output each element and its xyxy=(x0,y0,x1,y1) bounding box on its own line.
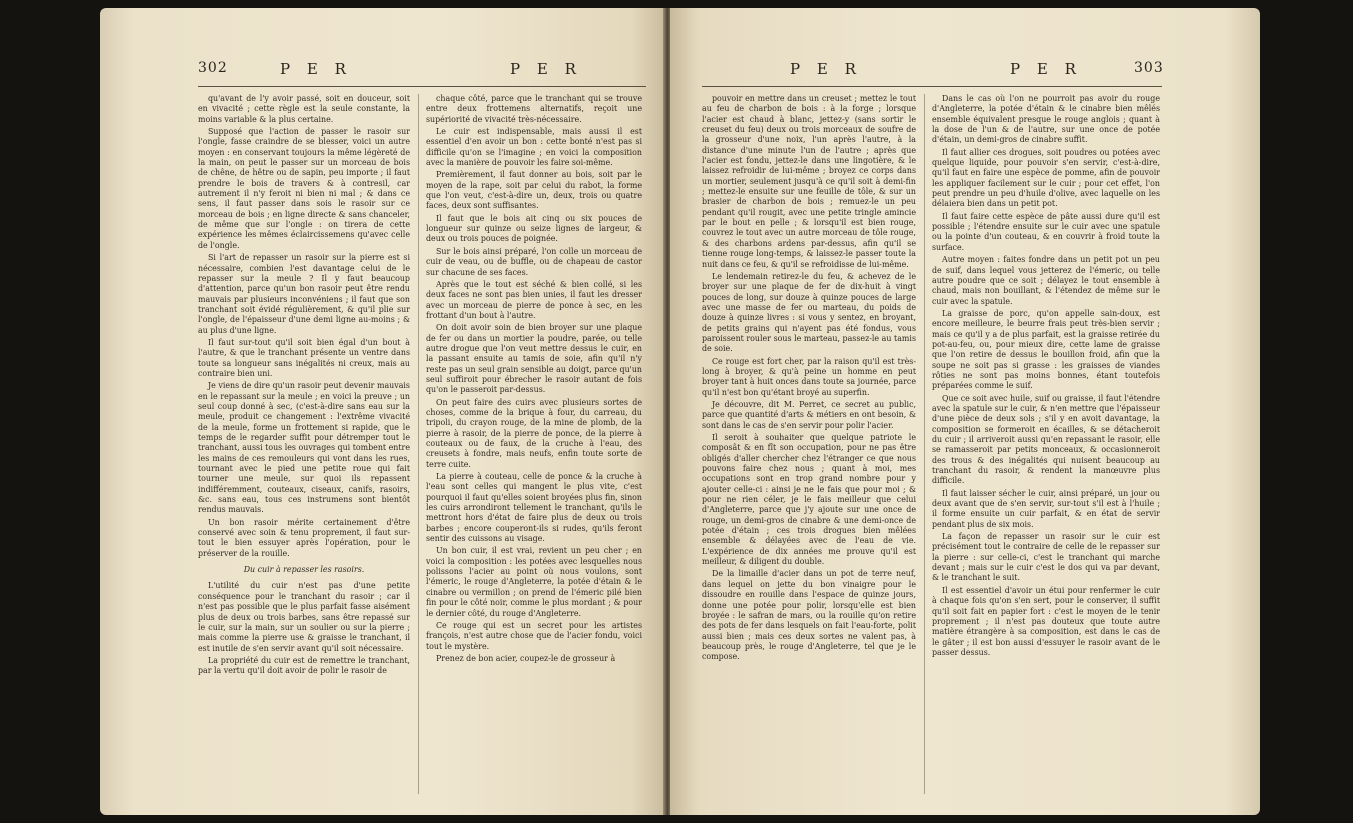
paragraph: Il faut que le bois ait cinq ou six pouces de longueur sur quinze ou seize lignes de largeur, & deux ou trois pouces de poignée. xyxy=(426,213,642,244)
column-4 xyxy=(932,94,1160,794)
paragraph: Après que le tout est séché & bien collé, si les deux faces ne sont pas bien unies, il faut les dresser avec un morceau de pierre de ponce à sec, en les frottant d'un bout à l'autre. xyxy=(426,279,642,320)
paragraph: Il faut sur-tout qu'il soit bien égal d'un bout à l'autre, & que le tranchant présente un ventre dans toute sa longueur sans inégalités ni creux, mais au contraire bien uni. xyxy=(198,337,410,378)
paragraph: Il faut faire cette espèce de pâte aussi dure qu'il est possible ; l'étendre ensuite sur le cuir avec une spatule ou la pointe d'un couteau, & en couvrir à froid toute la surface. xyxy=(932,211,1160,252)
column-divider-left xyxy=(418,94,419,794)
paragraph: Ce rouge est fort cher, par la raison qu'il est très-long à broyer, & qu'à peine un homme en peut broyer tant à huit onces dans toute sa journée, parce qu'il n'est bon qu'étant broyé au superfin. xyxy=(702,356,916,397)
paragraph: De la limaille d'acier dans un pot de terre neuf, dans lequel on jette du bon vinaigre pour le dissoudre en rouille dans l'espace de quinze jours, donne une potée pour polir, lorsqu'elle est bien broyée : le safran de mars, ou la rouille qu'on retire des pots de fer dans lesquels on fait l'eau-forte, polit aussi bien ; mais ces deux sortes ne valent pas, à beaucoup près, le rouge d'Angleterre, tel que je le compose. xyxy=(702,569,916,662)
paragraph: Premièrement, il faut donner au bois, soit par le moyen de la rape, soit par celui du rabot, la forme que l'on veut, c'est-à-dire un, deux, trois ou quatre faces, deux sont suffisantes. xyxy=(426,170,642,211)
paragraph: Autre moyen : faites fondre dans un petit pot un peu de suif, dans lequel vous jetterez de l'émeric, ou telle autre poudre que ce soit ; délayez le tout ensemble à chaud, mais non bouillant, & l'étendez de même sur le cuir avec la spatule. xyxy=(932,255,1160,306)
paragraph: Le lendemain retirez-le du feu, & achevez de le broyer sur une plaque de fer de dix-huit à vingt pouces de long, sur douze à quinze pouces de large avec une masse de fer ou marteau, du poids de douze à quinze livres : si vous y sentez, en broyant, de petits grains qui n'ayent pas été fondus, vous paroissent rouler sous le marteau, passez-le au tamis de soie. xyxy=(702,271,916,354)
paragraph: Il est essentiel d'avoir un étui pour renfermer le cuir à chaque fois qu'on s'en sert, pour le conserver, il suffit qu'il soit fait en papier fort : c'est le moyen de le tenir proprement ; il n'est pas douteux que toute autre matière étrangère à sa composition, est dans le cas de le gâter ; il est bon aussi d'essuyer le rasoir avant de le passer dessus. xyxy=(932,585,1160,657)
paragraph: Supposé que l'action de passer le rasoir sur l'ongle, fasse craindre de se blesser, voici un autre moyen : en conservant toujours la même légèreté de la main, on peut le passer sur un morceau de bois de chêne, de hêtre ou de sapin, peu importe ; il faut prendre le bois de travers & à contresil, car autrement il n'y feroit ni bien ni mal ; & dans ce sens, il faut passer dans sois le rasoir sur ce morceau de bois ; en ligne directe & sans chanceler, de même que sur l'ongle : on tirera de cette expérience les mêmes éclaircissemens qu'avec celle de l'ongle. xyxy=(198,127,410,250)
paragraph: L'utilité du cuir n'est pas d'une petite conséquence pour le tranchant du rasoir ; car il n'est pas possible que le plus parfait fasse aisément plus de deux ou trois barbes, sans être repassé sur le cuir, sur la main, sur un soulier ou sur la pierre ; mais comme la pierre use & graisse le tranchant, il est inutile de s'en servir avant qu'il soit nécessaire. xyxy=(198,581,410,653)
page-number-right: 303 xyxy=(1134,60,1164,76)
paragraph: chaque côté, parce que le tranchant qui se trouve entre deux frottemens alternatifs, reçoit une supériorité de vivacité très-nécessaire. xyxy=(426,94,642,124)
running-head-right-2: P E R xyxy=(1010,60,1082,78)
paragraph: La pierre à couteau, celle de ponce & la cruche à l'eau sont celles qui mangent le plus vite, c'est pourquoi il faut qu'elles soient broyées plus fin, sinon les cuirs arrondiront tellement le tranchant, qu'ils le mettront hors d'état de faire plus de deux ou trois barbes ; encore couperont-ils si rudes, qu'ils feront sentir des cuissons au visage. xyxy=(426,472,642,544)
header-rule-right xyxy=(702,86,1162,87)
paragraph: La façon de repasser un rasoir sur le cuir est précisément tout le contraire de celle de le repasser sur la pierre : sur celle-ci, c'est le tranchant qui marche devant ; mais sur le cuir c'est le dos qui va par devant, & le tranchant le suit. xyxy=(932,532,1160,583)
running-head-left-1: P E R xyxy=(280,60,352,78)
section-title: Du cuir à repasser les rasoirs. xyxy=(243,565,365,575)
paragraph: Que ce soit avec huile, suif ou graisse, il faut l'étendre avec la spatule sur le cuir, & n'en mettre que l'épaisseur d'une pièce de deux sols ; s'il y en avoit davantage, la composition se formeroit en écailles, & se détacheroit du cuir ; il arriveroit aussi qu'en repassant le rasoir, elle se ramasseroit par petits monceaux, & occasionneroit des trous & des inégalités qui nuisent beaucoup au tranchant du rasoir, & rendent la manœuvre plus difficile. xyxy=(932,393,1160,486)
column-3 xyxy=(702,94,916,794)
column-2 xyxy=(426,94,642,794)
paragraph: Un bon cuir, il est vrai, revient un peu cher ; en voici la composition : les potées avec lesquelles nous polissons l'acier au point où nous voulons, sont l'émeric, le rouge d'Angleterre, la potée d'étain & le cinabre ou vermillon ; on prend de l'émeric pilé bien fin pour le côté noir, comme le plus mordant ; & pour le dernier côté, du rouge d'Angleterre. xyxy=(426,546,642,618)
left-page-header xyxy=(100,60,665,88)
paragraph: Je découvre, dit M. Perret, ce secret au public, parce que quantité d'arts & métiers en ont besoin, & sont dans le cas de s'en servir pour polir l'acier. xyxy=(702,399,916,430)
paragraph: On doit avoir soin de bien broyer sur une plaque de fer ou dans un mortier la poudre, parée, ou telle autre drogue que l'on veut mettre dessus le cuir, en la passant ensuite au tamis de soie, afin qu'il n'y reste pas un seul grain sensible au doigt, parce qu'un seul suffiroit pour ébrecher le rasoir autant de fois qu'on le passeroit par-dessus. xyxy=(426,323,642,395)
right-page xyxy=(670,8,1260,815)
running-head-right-1: P E R xyxy=(790,60,862,78)
left-page xyxy=(100,8,665,815)
paragraph: Le cuir est indispensable, mais aussi il est essentiel d'en avoir un bon : cette bonté n'est pas si difficile qu'on se l'imagine ; en voici la composition avec la manière de pouvoir les faire soi-même. xyxy=(426,127,642,168)
paragraph: Dans le cas où l'on ne pourroit pas avoir du rouge d'Angleterre, la potée d'étain & le cinabre bien mêlés ensemble équivalent presque le rouge anglois ; quant à la dose de l'un & de l'autre, sur une once de potée d'étain, un demi-gros de cinabre suffit. xyxy=(932,94,1160,145)
paragraph: La propriété du cuir est de remettre le tranchant, par la vertu qu'il doit avoir de polir le rasoir de xyxy=(198,655,410,676)
paragraph: Si l'art de repasser un rasoir sur la pierre est si nécessaire, combien l'est davantage celui de le repasser sur la meule ? Il y faut beaucoup d'attention, parce qu'un bon rasoir peut être rendu mauvais par plusieurs inconvéniens ; il faut que son tranchant soit évidé régulièrement, & qu'il plie sur l'ongle, de l'épaisseur d'une demi ligne au-moins ; & au plus d'une ligne. xyxy=(198,253,410,335)
paragraph: pouvoir en mettre dans un creuset ; mettez le tout au feu de charbon de bois : à la forge ; lorsque l'acier est chaud à blanc, jettez-y (sans sortir le creuset du feu) deux ou trois morceaux de soufre de la grosseur d'une noix, l'un après l'autre, à la distance d'une minute l'un de l'autre ; après que l'acier est fondu, jettez-le dans une lingotière, & le laissez refroidir de lui-même ; broyez ce corps dans un mortier, seulement jusqu'à ce qu'il soit à demi-fin ; mettez-le ensuite sur une feuille de tôle, & sur un brasier de charbon de bois ; remuez-le un peu pendant qu'il rougit, avec une petite tringle amincie par le bout en pelle ; & lorsqu'il est bien rouge, couvrez le tout avec un autre morceau de tôle rouge, & des charbons ardens par-dessus, afin qu'il se tienne rouge long-temps, & laissez-le passer toute la nuit dans ce feu, & qu'il se refroidisse de lui-même. xyxy=(702,94,916,269)
header-rule-left xyxy=(198,86,646,87)
paragraph: Il faut allier ces drogues, soit poudres ou potées avec quelque liquide, pour pouvoir s'en servir, c'est-à-dire, qu'il faut en faire une espèce de pomme, afin de pouvoir les appliquer facilement sur le cuir ; pour cet effet, l'on peut prendre un peu d'huile d'olive, avec laquelle on les délaiera bien dans un petit pot. xyxy=(932,147,1160,209)
open-book xyxy=(100,8,1260,815)
paragraph: Sur le bois ainsi préparé, l'on colle un morceau de cuir de veau, ou de buffle, ou de chapeau de castor sur chacune de ses faces. xyxy=(426,246,642,277)
paragraph: On peut faire des cuirs avec plusieurs sortes de choses, comme de la brique à four, du carreau, du tripoli, du crayon rouge, de la mine de plomb, de la pierre à rasoir, de la pierre de ponce, de la pierre à couteaux ou de faux, de la cruche à l'eau, des creusets à fondre, mais neufs, enfin toute sorte de terre cuite. xyxy=(426,397,642,469)
running-head-left-2: P E R xyxy=(510,60,582,78)
page-number-left: 302 xyxy=(198,60,228,76)
column-1 xyxy=(198,94,410,794)
paragraph: Prenez de bon acier, coupez-le de grosseur à xyxy=(436,653,616,663)
paragraph: Il seroit à souhaiter que quelque patriote le composât & en fît son occupation, pour ne pas être obligés d'aller chercher chez l'étranger ce que nous pouvons faire chez nous ; quant à moi, mes occupations sont en trop grand nombre pour y ajouter celle-ci : ainsi je ne le fais que pour moi ; & pour ne rien céler, je le fais meilleur que celui d'Angleterre, parce que j'y ajoute sur une once de rouge, un demi-gros de cinabre & une demi-once de potée d'étain ; ces trois drogues bien mêlées ensemble & délayées avec de l'eau de vie. L'expérience de dix années me prouve qu'il est meilleur, & diligent du double. xyxy=(702,433,916,567)
column-divider-right xyxy=(924,94,925,794)
paragraph: qu'avant de l'y avoir passé, soit en douceur, soit en vivacité ; cette règle est la seule constante, la moins variable & la plus certaine. xyxy=(198,94,410,124)
paragraph: Je viens de dire qu'un rasoir peut devenir mauvais en le repassant sur la meule ; en voici la preuve ; un seul coup donné à sec, (c'est-à-dire sans eau sur la meule, produit ce changement : l'extrême vivacité de la meule, forme un frottement si rapide, que le temps de le regarder suffit pour détremper tout le tranchant, aussi tous les ouvrages qui tombent entre les mains de ces remouleurs qui vont dans les rues, tournant avec le pied une petite roue qui fait tourner une meule, sur quoi ils repassent indifféremment, couteaux, ciseaux, canifs, rasoirs, &c. sans eau, tous ces instrumens sont bientôt rendus mauvais. xyxy=(198,381,410,515)
right-page-header xyxy=(670,60,1260,88)
paragraph: Ce rouge qui est un secret pour les artistes françois, n'est autre chose que de l'acier fondu, voici tout le mystère. xyxy=(426,620,642,651)
paragraph: La graisse de porc, qu'on appelle sain-doux, est encore meilleure, le beurre frais peut très-bien servir ; mais ce qu'il y a de plus parfait, est la graisse retirée du pot-au-feu, ou, pour mieux dire, cette lame de graisse que l'on retire de dessus le bouillon froid, afin que la soupe ne soit pas si grasse : les graisses de viandes rôties ne sont pas moins bonnes, étant toutefois préparées comme le suif. xyxy=(932,308,1160,391)
paragraph: Il faut laisser sécher le cuir, ainsi préparé, un jour ou deux avant que de s'en servir, sur-tout s'il est à l'huile ; il forme ensuite un cuir parfait, & en état de servir pendant plus de six mois. xyxy=(932,488,1160,529)
paragraph: Un bon rasoir mérite certainement d'être conservé avec soin & tenu proprement, il faut sur-tout le bien essuyer après l'opération, pour le préserver de la rouille. xyxy=(198,517,410,558)
